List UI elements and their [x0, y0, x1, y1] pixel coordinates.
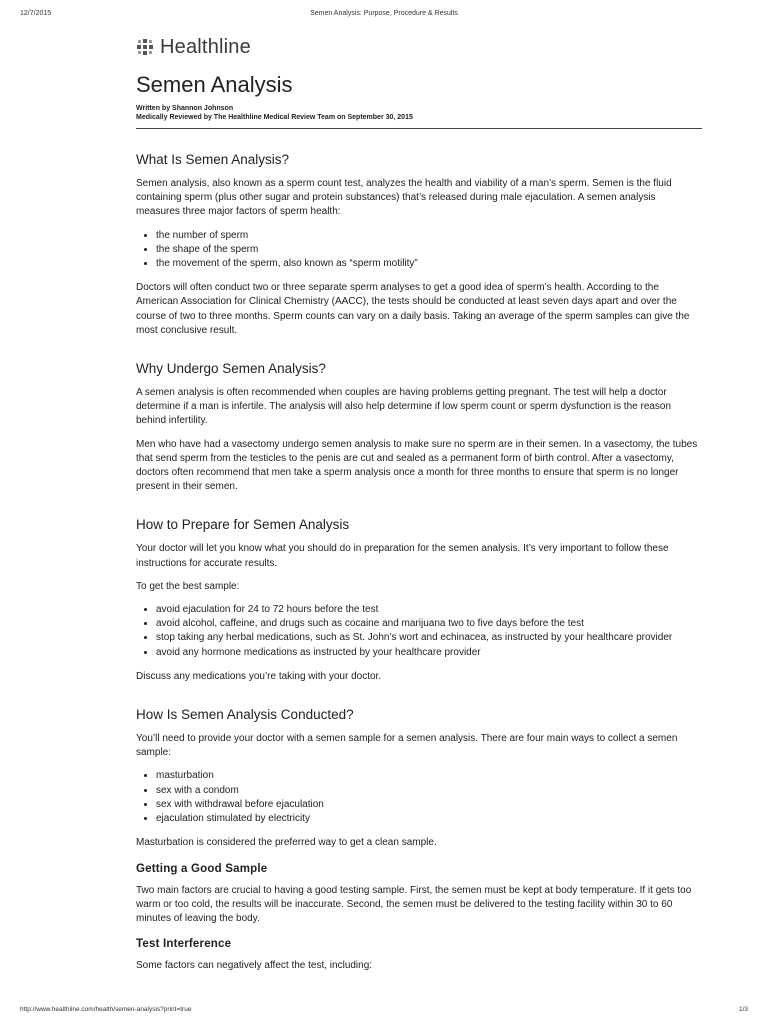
byline-review: Medically Reviewed by The Healthline Medical Review Team on September 30, 2015 [136, 114, 413, 121]
healthline-logo[interactable] [136, 32, 702, 62]
logo-text: Healthline [160, 35, 251, 58]
paragraph: Masturbation is considered the preferred way to get a clean sample. [136, 837, 437, 849]
print-url[interactable]: http://www.healthline.com/health/semen-analysis?print=true [20, 1006, 192, 1013]
list-item: • the movement of the sperm, also known as “sperm motility” [156, 257, 702, 271]
bullet-list [136, 769, 702, 826]
list-item: • sex with a condom [156, 784, 702, 798]
list-item: • sex with withdrawal before ejaculation [156, 798, 702, 812]
list-item: • avoid ejaculation for 24 to 72 hours before the test [156, 603, 702, 617]
print-date: 12/7/2015 [20, 10, 52, 17]
paragraph: Semen analysis, also known as a sperm count test, analyzes the health and viability of a man’s sperm. Semen is the fluid containing sperm (plus other sugar and protein substances) that’s released during male ejaculation. A semen analysis measures three major factors of sperm health: [136, 178, 672, 218]
bullet-list [136, 603, 702, 660]
list-item: • the shape of the sperm [156, 243, 702, 257]
paragraph: You’ll need to provide your doctor with a semen sample for a semen analysis. There are four main ways to collect a semen sample: [136, 733, 678, 759]
paragraph: Discuss any medications you’re taking with your doctor. [136, 670, 382, 682]
section-heading: Why Undergo Semen Analysis? [136, 361, 326, 377]
bullet-list [136, 229, 702, 272]
section-heading: How to Prepare for Semen Analysis [136, 517, 350, 533]
print-header [20, 10, 748, 22]
subsection-heading: Test Interference [136, 938, 232, 951]
list-item: • masturbation [156, 769, 702, 783]
page-number: 1/3 [738, 1006, 748, 1013]
paragraph: Doctors will often conduct two or three separate sperm analyses to get a good idea of sperm’s health. According to the American Association for Clinical Chemistry (AACC), the tests should be conducted at least seven days apart and over the course of two to three months. Sperm counts can vary on a daily basis. Taking an average of the sperm samples can give the most conclusive result. [136, 282, 690, 336]
article-title: Semen Analysis [136, 72, 293, 97]
article-page [136, 28, 702, 982]
title-divider [136, 128, 702, 129]
paragraph: A semen analysis is often recommended when couples are having problems getting pregnant. The test will help a doctor determine if a man is infertile. The analysis will also help determine if low sperm count or sperm dysfunction is the reason behind infertility. [136, 387, 672, 427]
paragraph: To get the best sample: [136, 580, 240, 592]
subsection-heading: Getting a Good Sample [136, 862, 268, 875]
print-page-title: Semen Analysis: Purpose, Procedure & Results [310, 10, 458, 17]
list-item: • avoid alcohol, caffeine, and drugs such as cocaine and marijuana two to five days before the test [156, 617, 702, 631]
paragraph: Some factors can negatively affect the test, including: [136, 960, 373, 972]
list-item: • the number of sperm [156, 229, 702, 243]
byline-author: Written by Shannon Johnson [136, 105, 234, 112]
section-heading: What Is Semen Analysis? [136, 152, 290, 167]
healthline-logo-icon [136, 38, 154, 56]
print-footer [20, 1006, 748, 1016]
paragraph: Two main factors are crucial to having a good testing sample. First, the semen must be kept at body temperature. If it gets too warm or too cold, the results will be inaccurate. Second, the semen must be delivered to the testing facility within 30 to 60 minutes of leaving the body. [136, 884, 692, 924]
paragraph: Men who have had a vasectomy undergo semen analysis to make sure no sperm are in their semen. In a vasectomy, the tubes that send sperm from the testicles to the penis are cut and sealed as a permanent form of birth control. After a vasectomy, doctors often recommend that men take a sperm analysis once a month for three months to ensure that sperm is no longer present in their semen. [136, 438, 698, 493]
paragraph: Your doctor will let you know what you should do in preparation for the semen analysis. It’s very important to follow these instructions for accurate results. [136, 543, 669, 569]
section-heading: How Is Semen Analysis Conducted? [136, 707, 354, 723]
list-item: • ejaculation stimulated by electricity [156, 812, 702, 826]
list-item: • stop taking any herbal medications, such as St. John’s wort and echinacea, as instructed by your healthcare provider [156, 631, 702, 645]
list-item: • avoid any hormone medications as instructed by your healthcare provider [156, 646, 702, 660]
